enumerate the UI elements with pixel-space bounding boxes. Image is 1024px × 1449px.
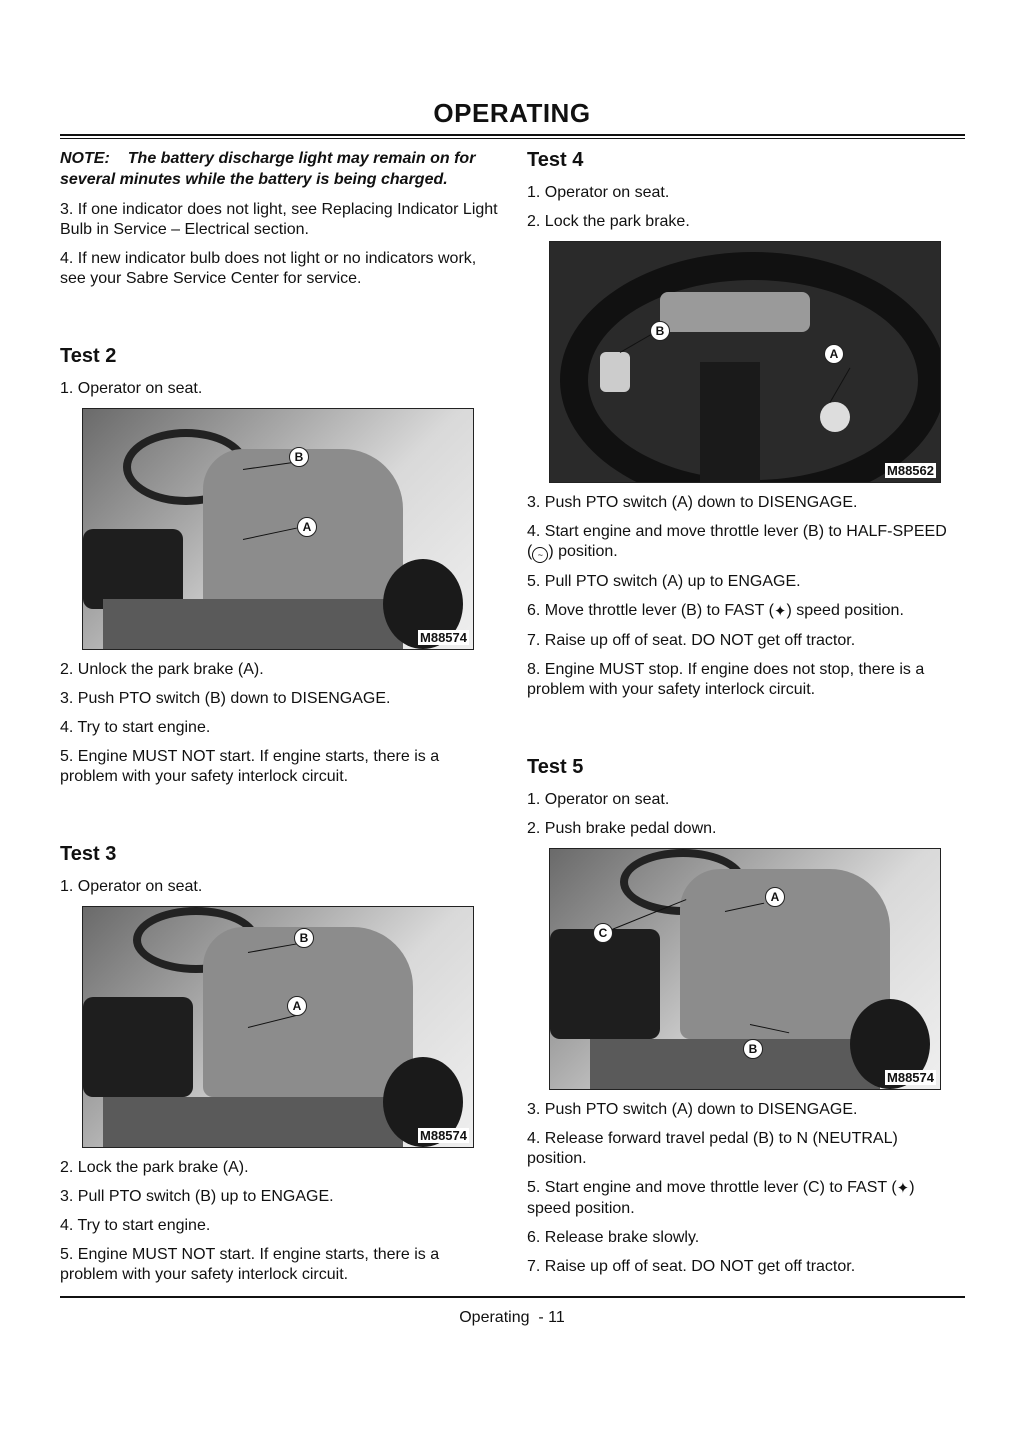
test2-step: 5. Engine MUST NOT start. If engine starts, there is a problem with your safety interlock circuit. — [60, 748, 440, 785]
figure-callout-b: B — [650, 321, 670, 341]
footer-rule — [60, 1296, 965, 1298]
test4-step: 3. Push PTO switch (A) down to DISENGAGE. — [527, 494, 858, 511]
figure-callout-a: A — [297, 517, 317, 537]
test5-step5-end: ) speed position. — [527, 1179, 915, 1217]
figure-code: M88574 — [420, 630, 467, 645]
test4-step: 2. Lock the park brake. — [527, 213, 690, 230]
figure-callout-b: B — [289, 447, 309, 467]
figure-callout-b: B — [743, 1039, 763, 1059]
test4-step — [527, 522, 952, 563]
figure-callout-a: A — [765, 887, 785, 907]
figure-callout-c: C — [593, 923, 613, 943]
test5-step — [527, 1178, 952, 1219]
test4-step: 1. Operator on seat. — [527, 184, 670, 201]
test3-step: 4. Try to start engine. — [60, 1217, 211, 1234]
test3-tractor-figure — [82, 906, 474, 1148]
test4-step: 7. Raise up off of seat. DO NOT get off tractor. — [527, 632, 856, 649]
header-rule — [60, 134, 965, 136]
turtle-icon: ~ — [532, 547, 548, 563]
page-footer: Operating - 11 — [459, 1309, 565, 1326]
test4-step: 8. Engine MUST stop. If engine does not stop, there is a problem with your safety interlock circuit. — [527, 661, 925, 698]
test2-step: 3. Push PTO switch (B) down to DISENGAGE. — [60, 690, 391, 707]
figure-code: M88574 — [887, 1070, 934, 1085]
figure-callout-b: B — [294, 928, 314, 948]
test2-step: 2. Unlock the park brake (A). — [60, 661, 264, 678]
test4-dashboard-figure — [549, 241, 941, 483]
test3-step: 1. Operator on seat. — [60, 878, 203, 895]
figure-code: M88574 — [420, 1128, 467, 1143]
intro-step: 4. If new indicator bulb does not light or no indicators work, see your Sabre Service Center for service. — [60, 250, 477, 287]
figure-callout-a: A — [824, 344, 844, 364]
intro-step: 3. If one indicator does not light, see Replacing Indicator Light Bulb in Service – Electrical section. — [60, 201, 498, 238]
test2-tractor-figure — [82, 408, 474, 650]
test2-step: 1. Operator on seat. — [60, 380, 203, 397]
test4-step6-end: ) speed position. — [786, 602, 904, 619]
test5-step: 3. Push PTO switch (A) down to DISENGAGE. — [527, 1101, 858, 1118]
test3-step: 5. Engine MUST NOT start. If engine starts, there is a problem with your safety interlock circuit. — [60, 1246, 440, 1283]
test4-step4-text: 4. Start engine and move throttle lever (B) to HALF-SPEED ( — [527, 523, 947, 560]
figure-callout-a: A — [287, 996, 307, 1016]
figure-code: M88562 — [887, 463, 934, 478]
note-tag: NOTE: — [60, 150, 110, 167]
test3-step: 3. Pull PTO switch (B) up to ENGAGE. — [60, 1188, 334, 1205]
battery-note — [60, 148, 498, 190]
test4-step4-end: ) position. — [548, 543, 618, 560]
note-text: The battery discharge light may remain on for several minutes while the battery is being charged. — [60, 150, 476, 188]
rabbit-icon: ✦ — [773, 603, 787, 620]
right-column — [527, 148, 952, 1286]
page-title: OPERATING — [433, 98, 591, 128]
test5-step: 1. Operator on seat. — [527, 791, 670, 808]
test3-heading: Test 3 — [60, 843, 117, 865]
rabbit-icon: ✦ — [896, 1180, 910, 1197]
test5-step: 6. Release brake slowly. — [527, 1229, 700, 1246]
test5-tractor-figure — [549, 848, 941, 1090]
test5-step: 2. Push brake pedal down. — [527, 820, 717, 837]
header-rule-thin — [60, 138, 965, 139]
test4-step: 5. Pull PTO switch (A) up to ENGAGE. — [527, 573, 801, 590]
test5-step5-text: 5. Start engine and move throttle lever (C) to FAST ( — [527, 1179, 897, 1196]
test5-heading: Test 5 — [527, 756, 584, 778]
test4-heading: Test 4 — [527, 149, 584, 171]
left-column — [60, 148, 498, 1294]
test4-step — [527, 601, 952, 622]
test5-step: 7. Raise up off of seat. DO NOT get off tractor. — [527, 1258, 856, 1275]
test5-step: 4. Release forward travel pedal (B) to N (NEUTRAL) position. — [527, 1130, 898, 1167]
test4-step6-text: 6. Move throttle lever (B) to FAST ( — [527, 602, 774, 619]
test3-step: 2. Lock the park brake (A). — [60, 1159, 249, 1176]
test2-heading: Test 2 — [60, 345, 117, 367]
test2-step: 4. Try to start engine. — [60, 719, 211, 736]
